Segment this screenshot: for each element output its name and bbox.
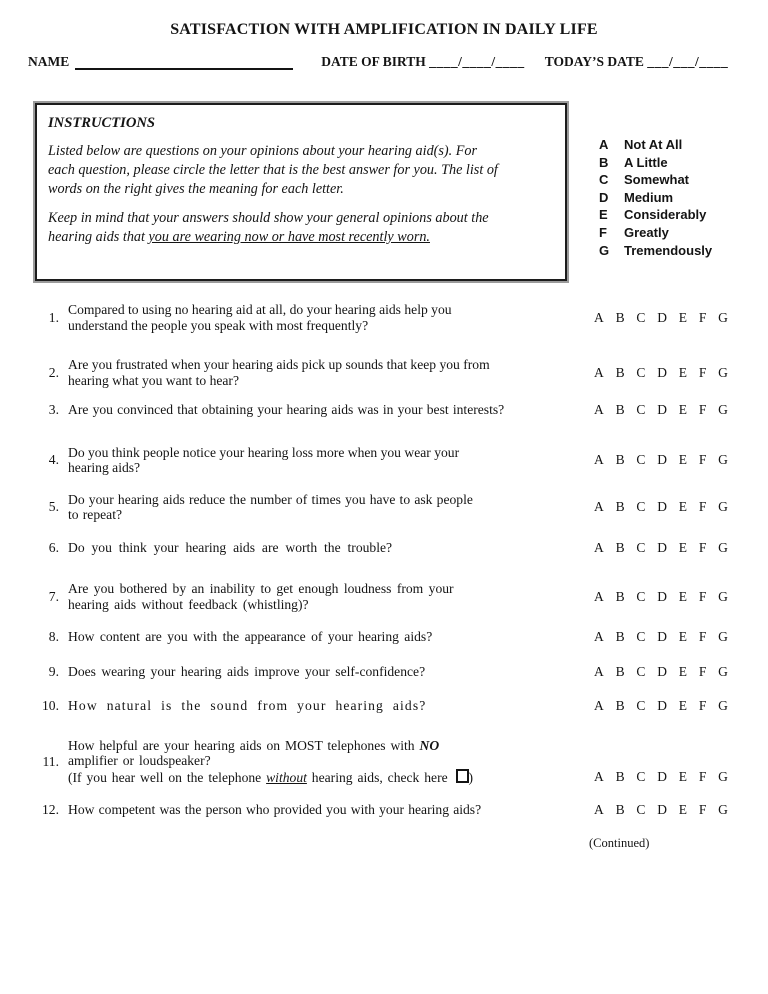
question-text: Compared to using no hearing aid at all, do your hearing aids help you understand the people you speak with most frequently? (68, 302, 452, 333)
dob-input-blanks[interactable]: ____/____/____ (429, 54, 525, 69)
question-text: Do your hearing aids reduce the number of times you have to ask people to repeat? (68, 491, 473, 522)
question-number: 6. (48, 539, 59, 555)
answer-options (594, 402, 728, 418)
answer-letter-f[interactable]: F (698, 663, 707, 679)
header-fields (28, 54, 728, 70)
today-date-field-group (545, 54, 729, 70)
answer-letter-f[interactable]: F (698, 364, 707, 380)
answer-letter-c[interactable]: C (636, 698, 646, 713)
answer-letter-a[interactable]: A (594, 402, 604, 417)
today-date-label: TODAY’S DATE (544, 54, 644, 69)
answer-letter-f[interactable]: F (698, 539, 707, 555)
answer-letter-c[interactable]: C (636, 663, 646, 679)
answer-letter-e[interactable]: E (678, 364, 688, 380)
answer-options (594, 664, 728, 680)
answer-letter-f[interactable]: F (698, 309, 707, 325)
question-number: 12. (42, 802, 59, 817)
answer-letter-f[interactable]: F (698, 588, 707, 604)
answer-letter-d[interactable]: D (657, 402, 667, 417)
answer-letter-d[interactable]: D (657, 364, 667, 380)
page-title: SATISFACTION WITH AMPLIFICATION IN DAILY LIFE (170, 21, 598, 38)
legend-letter: C (599, 172, 609, 188)
answer-letter-a[interactable]: A (594, 588, 604, 604)
answer-letter-g[interactable]: G (718, 452, 728, 468)
answer-letter-f[interactable]: F (698, 698, 707, 713)
answer-letter-g[interactable]: G (718, 309, 728, 325)
answer-letter-b[interactable]: B (615, 663, 625, 679)
answer-letter-a[interactable]: A (594, 663, 604, 679)
question-row (35, 629, 728, 645)
question-text: How competent was the person who provided you with your hearing aids? (68, 802, 482, 817)
answer-letter-b[interactable]: B (615, 364, 625, 380)
answer-letter-g[interactable]: G (718, 499, 728, 515)
answer-letter-a[interactable]: A (594, 364, 604, 380)
answer-key-legend (599, 136, 712, 259)
answer-letter-g[interactable]: G (718, 402, 728, 417)
question-number: 4. (48, 452, 59, 468)
answer-letter-g[interactable]: G (718, 629, 728, 644)
legend-item (599, 136, 712, 154)
answer-letter-b[interactable]: B (615, 768, 625, 784)
answer-letter-e[interactable]: E (678, 539, 688, 555)
question-text: How content are you with the appearance of your hearing aids? (68, 629, 433, 644)
answer-letter-f[interactable]: F (698, 499, 707, 515)
legend-letter: F (599, 224, 607, 240)
legend-meaning: Greatly (624, 224, 669, 240)
question-number: 7. (48, 588, 59, 604)
answer-letter-a[interactable]: A (594, 768, 604, 784)
question-text: Are you bothered by an inability to get enough loudness from your hearing aids without feedback (whistling)? (68, 581, 454, 612)
question-number: 11. (42, 753, 59, 769)
legend-item (599, 242, 712, 260)
name-label: NAME (28, 54, 70, 69)
answer-letter-a[interactable]: A (594, 309, 604, 325)
question-row (35, 539, 728, 556)
answer-letter-b[interactable]: B (615, 539, 625, 555)
question-row (35, 491, 728, 523)
answer-letter-c[interactable]: C (636, 309, 646, 325)
legend-meaning: Considerably (624, 207, 707, 223)
question-row (35, 444, 728, 476)
answer-letter-e[interactable]: E (678, 629, 688, 644)
answer-options (594, 589, 728, 605)
answer-letter-b[interactable]: B (615, 402, 625, 417)
legend-meaning: Not At All (624, 137, 683, 152)
answer-letter-a[interactable]: A (594, 802, 604, 817)
question-number: 1. (48, 309, 59, 325)
dob-label: DATE OF BIRTH (321, 54, 426, 69)
name-field-group (28, 54, 293, 70)
answer-options (594, 499, 728, 515)
question-text: Do you think people notice your hearing loss more when you wear your hearing aids? (68, 444, 460, 475)
question-text: Are you frustrated when your hearing aids pick up sounds that keep you from hearing what you want to hear? (68, 357, 490, 388)
question-text: How natural is the sound from your hearing aids? (68, 698, 427, 713)
answer-letter-f[interactable]: F (698, 629, 707, 644)
answer-letter-f[interactable]: F (698, 768, 707, 784)
answer-options (594, 769, 728, 785)
question-row (35, 581, 728, 612)
answer-letter-e[interactable]: E (678, 309, 688, 325)
answer-letter-c[interactable]: C (636, 768, 646, 784)
name-input-line[interactable] (75, 54, 293, 70)
answer-letter-d[interactable]: D (657, 663, 667, 679)
legend-meaning: Somewhat (624, 172, 690, 188)
answer-letter-c[interactable]: C (636, 539, 646, 555)
legend-letter: G (599, 242, 610, 258)
answer-letter-c[interactable]: C (636, 588, 646, 604)
telephone-checkbox-icon[interactable] (456, 769, 469, 783)
answer-letter-d[interactable]: D (657, 588, 667, 604)
legend-meaning: Tremendously (624, 242, 713, 258)
question-text: Do you think your hearing aids are worth the trouble? (68, 539, 393, 555)
answer-letter-b[interactable]: B (615, 802, 625, 817)
answer-letter-b[interactable]: B (615, 309, 625, 325)
answer-letter-f[interactable]: F (698, 452, 707, 468)
question-number: 8. (48, 629, 59, 644)
legend-letter: A (599, 137, 609, 152)
answer-letter-d[interactable]: D (657, 499, 667, 515)
answer-letter-b[interactable]: B (615, 698, 625, 713)
answer-letter-a[interactable]: A (594, 698, 604, 713)
answer-options (594, 698, 728, 714)
answer-options (594, 540, 728, 556)
answer-letter-b[interactable]: B (615, 588, 625, 604)
answer-letter-e[interactable]: E (678, 802, 688, 817)
question-row (35, 302, 728, 333)
question-text: Does wearing your hearing aids improve your self-confidence? (68, 663, 426, 679)
question-row (35, 698, 728, 714)
legend-item (599, 206, 712, 224)
question-row (35, 402, 728, 418)
question-row (35, 802, 728, 818)
answer-letter-g[interactable]: G (718, 768, 728, 784)
styled-text-segment: NO (419, 737, 440, 753)
legend-item (599, 189, 712, 207)
answer-letter-g[interactable]: G (718, 802, 728, 817)
styled-text-segment: you are wearing now or have most recently worn. (148, 229, 430, 245)
question-number: 10. (42, 698, 59, 713)
question-list (35, 296, 728, 851)
question-number: 5. (48, 499, 59, 515)
answer-letter-g[interactable]: G (718, 364, 728, 380)
answer-options (594, 802, 728, 818)
answer-options (594, 629, 728, 645)
answer-letter-d[interactable]: D (657, 768, 667, 784)
answer-letter-a[interactable]: A (594, 629, 604, 644)
question-row (35, 357, 728, 388)
legend-item (599, 171, 712, 189)
answer-letter-e[interactable]: E (678, 452, 688, 468)
legend-letter: E (599, 207, 608, 223)
legend-item (599, 154, 712, 172)
answer-letter-g[interactable]: G (718, 698, 728, 713)
answer-letter-e[interactable]: E (678, 663, 688, 679)
instructions-paragraph-1: Listed below are questions on your opinions about your hearing aid(s). For each question, please circle the letter that is the best answer for you. The list of words on the right gives the meaning for each letter. (48, 143, 498, 197)
question-row (35, 737, 728, 786)
question-number: 9. (48, 663, 59, 679)
answer-options (594, 365, 728, 381)
answer-letter-c[interactable]: C (636, 402, 646, 417)
answer-letter-e[interactable]: E (678, 499, 688, 515)
answer-letter-a[interactable]: A (594, 539, 604, 555)
answer-letter-g[interactable]: G (718, 588, 728, 604)
answer-letter-d[interactable]: D (657, 309, 667, 325)
legend-meaning: A Little (624, 154, 668, 170)
answer-letter-b[interactable]: B (615, 629, 625, 644)
question-number: 3. (48, 402, 59, 417)
today-date-input-blanks[interactable]: ___/___/____ (647, 54, 729, 69)
answer-letter-c[interactable]: C (636, 452, 646, 468)
answer-letter-c[interactable]: C (636, 802, 646, 817)
continued-note: (Continued) (589, 835, 650, 850)
answer-letter-d[interactable]: D (657, 452, 667, 468)
answer-options (594, 310, 728, 326)
answer-letter-c[interactable]: C (636, 629, 646, 644)
styled-text-segment: without (266, 769, 307, 785)
answer-letter-e[interactable]: E (678, 588, 688, 604)
answer-letter-e[interactable]: E (678, 768, 688, 784)
legend-item (599, 224, 712, 242)
instructions-box (35, 103, 567, 281)
answer-letter-g[interactable]: G (718, 539, 728, 555)
answer-letter-b[interactable]: B (615, 452, 625, 468)
answer-letter-d[interactable]: D (657, 802, 667, 817)
answer-letter-b[interactable]: B (615, 499, 625, 515)
answer-letter-c[interactable]: C (636, 499, 646, 515)
answer-letter-f[interactable]: F (698, 402, 707, 417)
answer-letter-c[interactable]: C (636, 364, 646, 380)
answer-letter-d[interactable]: D (657, 698, 667, 713)
answer-letter-e[interactable]: E (678, 698, 688, 713)
answer-letter-a[interactable]: A (594, 499, 604, 515)
answer-letter-f[interactable]: F (698, 802, 707, 817)
answer-letter-a[interactable]: A (594, 452, 604, 468)
answer-letter-d[interactable]: D (657, 539, 667, 555)
dob-field-group (321, 54, 524, 70)
answer-letter-e[interactable]: E (678, 402, 688, 417)
answer-options (594, 452, 728, 468)
instructions-heading: INSTRUCTIONS (48, 115, 156, 131)
legend-letter: D (599, 189, 609, 205)
answer-letter-g[interactable]: G (718, 663, 728, 679)
question-text: How helpful are your hearing aids on MOST telephones with NO amplifier or loudspeaker? (If you hear well on the telephone without hearing aids, check here ) (68, 737, 474, 785)
answer-letter-d[interactable]: D (657, 629, 667, 644)
legend-letter: B (599, 154, 609, 170)
legend-meaning: Medium (624, 189, 674, 205)
question-number: 2. (48, 364, 59, 380)
instructions-paragraph-2: Keep in mind that your answers should show your general opinions about the hearing aids that you are wearing now or have most recently worn. (48, 210, 489, 245)
question-text: Are you convinced that obtaining your hearing aids was in your best interests? (68, 402, 505, 417)
question-row (35, 663, 728, 680)
